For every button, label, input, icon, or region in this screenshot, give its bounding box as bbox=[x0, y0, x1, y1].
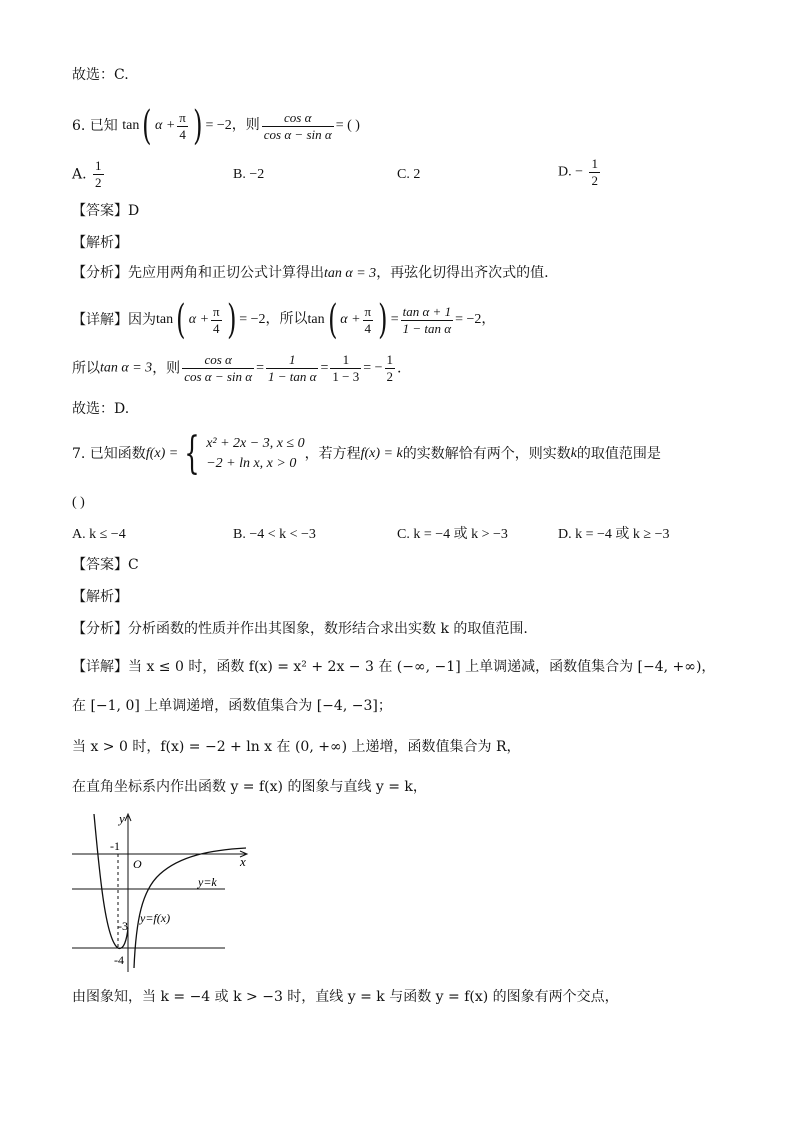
paren-right: ) bbox=[192, 103, 203, 149]
origin-label: O bbox=[133, 857, 142, 871]
detail-7-line2: 在 [−1, 0] 上单调递增，函数值集合为 [−4, −3]； bbox=[72, 698, 392, 714]
choice-c: C. 2 bbox=[397, 167, 421, 182]
question-7: 7. 已知函数f(x) = { x² + 2x − 3, x ≤ 0 −2 + ln x, x > 0 ，若方程f(x) = k的实数解恰有两个，则实数k的取值范围是 bbox=[72, 428, 661, 479]
detail-7-line5: 由图象知，当 k = −4 或 k > −3 时，直线 y = k 与函数 y = f(x) 的图象有两个交点， bbox=[72, 989, 619, 1005]
y-label: y bbox=[119, 811, 125, 826]
tick-minus3: -3 bbox=[118, 919, 128, 933]
answer-7: 【答案】C bbox=[72, 557, 139, 573]
choice-d: D. − $\frac{1}{2}$ bbox=[558, 156, 598, 188]
fraction-half: $\frac{1}{2}$ bbox=[95, 158, 102, 190]
answer-line-6: 故选：D. bbox=[72, 401, 130, 417]
detail-6-line2: 所以tan α = 3，则 $\frac{\text{cos α}}{\text{cos α − sin α}}$ = $\frac{1}{\text{1 − tan α}}$ = $\frac{1}{1 - 3}$ = − $\frac{1}{2}$ . bbox=[72, 352, 402, 384]
analysis-label-6: 【解析】 bbox=[72, 235, 128, 251]
q7-choice-c: C. k = −4 或 k > −3 bbox=[397, 527, 508, 542]
answer-6: 【答案】D bbox=[72, 203, 140, 219]
q6-tan: tan bbox=[122, 118, 140, 133]
log-curve bbox=[134, 848, 246, 968]
x-label: x bbox=[240, 854, 246, 869]
q6-eq: = −2，则 bbox=[205, 118, 260, 133]
tick-minus4: -4 bbox=[114, 953, 124, 967]
curve-label: y=f(x) bbox=[140, 911, 171, 925]
answer-line-prev: 故选：C. bbox=[72, 67, 129, 83]
analysis-6: 【分析】先应用两角和正切公式计算得出tan α = 3，再弦化切得出齐次式的值. bbox=[72, 265, 549, 281]
fraction-cos-over-diff: $\frac{\text{cos α}}{\text{cos α − sin α}}$ bbox=[263, 109, 332, 142]
paren-left: ( bbox=[142, 103, 152, 149]
fraction-pi-4: $\frac{\pi}{4}$ bbox=[179, 109, 186, 142]
analysis-7: 【分析】分析函数的性质并作出其图象，数形结合求出实数 k 的取值范围. bbox=[72, 621, 528, 637]
analysis-label-7: 【解析】 bbox=[72, 589, 128, 605]
q7-choice-b: B. −4 < k < −3 bbox=[233, 527, 316, 542]
detail-7-line4: 在直角坐标系内作出函数 y = f(x) 的图象与直线 y = k， bbox=[72, 779, 427, 795]
q7-choice-a: A. k ≤ −4 bbox=[72, 527, 126, 542]
fraction-half-neg: $\frac{1}{2}$ bbox=[591, 156, 598, 188]
choice-a: A. $\frac{1}{2}$ bbox=[72, 158, 102, 190]
question-6 bbox=[72, 103, 360, 149]
q7-paren: ( ) bbox=[72, 495, 85, 510]
line-k-label: y=k bbox=[198, 875, 217, 889]
q6-alpha-plus: α + bbox=[154, 118, 176, 133]
detail-7-line1: 【详解】当 x ≤ 0 时，函数 f(x) = x² + 2x − 3 在 (−∞, −1] 上单调递减，函数值集合为 [−4, +∞)， bbox=[72, 659, 716, 675]
q6-label: 6. 已知 bbox=[72, 118, 118, 134]
tick-minus1: -1 bbox=[110, 839, 120, 853]
function-graph bbox=[70, 810, 260, 975]
q7-choice-d: D. k = −4 或 k ≥ −3 bbox=[558, 527, 670, 542]
choice-b: B. −2 bbox=[233, 167, 265, 182]
detail-6-line1: 【详解】因为tan( α + $\frac{\pi}{4}$ ) = −2，所以tan( α + $\frac{\pi}{4}$ ) = $\frac{\text{tan α + 1}}{\text{1 − tan α}}$ = −2， bbox=[72, 297, 496, 343]
detail-7-line3: 当 x > 0 时，f(x) = −2 + ln x 在 (0, +∞) 上递增，函数值集合为 R， bbox=[72, 739, 521, 755]
q6-tail: = ( ) bbox=[335, 118, 360, 133]
